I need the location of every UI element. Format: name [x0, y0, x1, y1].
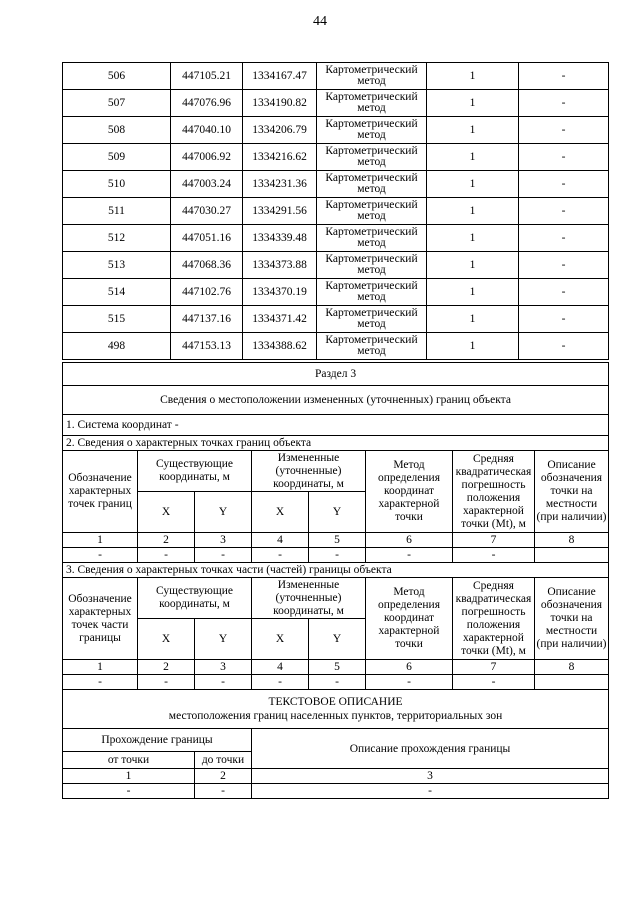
passage-num: 1 — [63, 769, 195, 784]
cell-desc: - — [519, 144, 609, 171]
text-description-subtitle: местоположения границ населенных пунктов, территориальных зон — [168, 710, 503, 722]
cell-point: 509 — [63, 144, 171, 171]
text-description-heading — [63, 690, 609, 729]
text-description-title: ТЕКСТОВОЕ ОПИСАНИЕ — [268, 696, 403, 708]
cell-method: Картометрический метод — [317, 306, 427, 333]
part3-title: 3. Сведения о характерных точках части (частей) границы объекта — [63, 563, 609, 578]
cell-method: Картометрический метод — [317, 279, 427, 306]
cell-y: 1334291.56 — [243, 198, 317, 225]
to-point-header: до точки — [195, 752, 252, 769]
cell-x: 447030.27 — [171, 198, 243, 225]
table-row — [63, 279, 609, 306]
col-num: 8 — [535, 660, 609, 675]
cell-accuracy: 1 — [427, 333, 519, 360]
header-accuracy: Средняя квадратическая погрешность положения характерной точки (Mt), м — [453, 578, 535, 660]
section3-table — [62, 362, 609, 799]
passage-dash: - — [63, 784, 195, 799]
dash-cell: - — [309, 675, 366, 690]
dash-cell: - — [453, 675, 535, 690]
cell-method: Картометрический метод — [317, 252, 427, 279]
cell-y: 1334388.62 — [243, 333, 317, 360]
table-row — [63, 144, 609, 171]
passage-num: 3 — [252, 769, 609, 784]
cell-desc: - — [519, 171, 609, 198]
part2-title: 2. Сведения о характерных точках границ объекта — [63, 436, 609, 451]
cell-y: 1334167.47 — [243, 63, 317, 90]
cell-accuracy: 1 — [427, 225, 519, 252]
cell-x: 447102.76 — [171, 279, 243, 306]
col-num: 3 — [195, 533, 252, 548]
page-number: 44 — [313, 14, 327, 29]
coordinates-table — [62, 62, 609, 360]
cell-y: 1334373.88 — [243, 252, 317, 279]
cell-accuracy: 1 — [427, 90, 519, 117]
passage-dash: - — [252, 784, 609, 799]
cell-accuracy: 1 — [427, 279, 519, 306]
header-designation: Обозначение характерных точек части границы — [63, 578, 138, 660]
cell-method: Картометрический метод — [317, 90, 427, 117]
dash-cell: - — [252, 675, 309, 690]
cell-point: 506 — [63, 63, 171, 90]
table-row — [63, 333, 609, 360]
cell-point: 510 — [63, 171, 171, 198]
cell-x: 447153.13 — [171, 333, 243, 360]
cell-accuracy: 1 — [427, 252, 519, 279]
cell-method: Картометрический метод — [317, 144, 427, 171]
header-x: X — [252, 619, 309, 660]
col-num: 1 — [63, 660, 138, 675]
cell-x: 447006.92 — [171, 144, 243, 171]
cell-desc: - — [519, 117, 609, 144]
passage-num: 2 — [195, 769, 252, 784]
cell-y: 1334206.79 — [243, 117, 317, 144]
dash-cell: - — [195, 675, 252, 690]
cell-method: Картометрический метод — [317, 198, 427, 225]
table-row — [63, 306, 609, 333]
cell-desc: - — [519, 279, 609, 306]
dash-cell — [535, 675, 609, 690]
header-changed: Измененные (уточненные) координаты, м — [252, 451, 366, 492]
header-method: Метод определения координат характерной точки — [366, 578, 453, 660]
cell-desc: - — [519, 63, 609, 90]
cell-y: 1334231.36 — [243, 171, 317, 198]
col-num: 4 — [252, 533, 309, 548]
cell-accuracy: 1 — [427, 198, 519, 225]
col-num: 4 — [252, 660, 309, 675]
cell-desc: - — [519, 252, 609, 279]
cell-x: 447040.10 — [171, 117, 243, 144]
header-y: Y — [195, 492, 252, 533]
coord-system: 1. Система координат - — [63, 415, 609, 436]
cell-method: Картометрический метод — [317, 171, 427, 198]
dash-cell: - — [63, 548, 138, 563]
table-row — [63, 252, 609, 279]
cell-method: Картометрический метод — [317, 117, 427, 144]
table-row — [63, 171, 609, 198]
cell-y: 1334339.48 — [243, 225, 317, 252]
cell-y: 1334370.19 — [243, 279, 317, 306]
header-y: Y — [195, 619, 252, 660]
header-y: Y — [309, 619, 366, 660]
header-x: X — [138, 492, 195, 533]
section-title: Раздел 3 — [63, 363, 609, 386]
col-num: 8 — [535, 533, 609, 548]
table-row — [63, 117, 609, 144]
cell-desc: - — [519, 198, 609, 225]
cell-desc: - — [519, 306, 609, 333]
cell-point: 511 — [63, 198, 171, 225]
col-num: 2 — [138, 533, 195, 548]
dash-cell: - — [252, 548, 309, 563]
dash-cell: - — [453, 548, 535, 563]
col-num: 2 — [138, 660, 195, 675]
col-num: 7 — [453, 660, 535, 675]
header-method: Метод определения координат характерной точки — [366, 451, 453, 533]
header-existing: Существующие координаты, м — [138, 451, 252, 492]
table-row — [63, 90, 609, 117]
header-description: Описание обозначения точки на местности (при наличии) — [535, 451, 609, 533]
cell-accuracy: 1 — [427, 117, 519, 144]
cell-method: Картометрический метод — [317, 333, 427, 360]
col-num: 5 — [309, 660, 366, 675]
col-num: 1 — [63, 533, 138, 548]
dash-cell: - — [138, 548, 195, 563]
cell-accuracy: 1 — [427, 171, 519, 198]
header-accuracy: Средняя квадратическая погрешность положения характерной точки (Mt), м — [453, 451, 535, 533]
dash-cell: - — [366, 675, 453, 690]
cell-y: 1334190.82 — [243, 90, 317, 117]
cell-y: 1334371.42 — [243, 306, 317, 333]
passage-dash: - — [195, 784, 252, 799]
table-row — [63, 198, 609, 225]
cell-point: 513 — [63, 252, 171, 279]
header-existing: Существующие координаты, м — [138, 578, 252, 619]
cell-method: Картометрический метод — [317, 225, 427, 252]
table-row — [63, 225, 609, 252]
cell-x: 447105.21 — [171, 63, 243, 90]
cell-point: 515 — [63, 306, 171, 333]
dash-cell: - — [195, 548, 252, 563]
cell-desc: - — [519, 225, 609, 252]
section-subtitle: Сведения о местоположении измененных (уточненных) границ объекта — [63, 386, 609, 415]
cell-accuracy: 1 — [427, 144, 519, 171]
cell-point: 512 — [63, 225, 171, 252]
cell-x: 447003.24 — [171, 171, 243, 198]
cell-point: 498 — [63, 333, 171, 360]
cell-method: Картометрический метод — [317, 63, 427, 90]
cell-x: 447051.16 — [171, 225, 243, 252]
dash-cell: - — [63, 675, 138, 690]
dash-cell: - — [309, 548, 366, 563]
header-designation: Обозначение характерных точек границ — [63, 451, 138, 533]
col-num: 3 — [195, 660, 252, 675]
table-row — [63, 63, 609, 90]
cell-point: 508 — [63, 117, 171, 144]
header-description: Описание обозначения точки на местности (при наличии) — [535, 578, 609, 660]
dash-cell: - — [138, 675, 195, 690]
cell-desc: - — [519, 333, 609, 360]
header-changed: Измененные (уточненные) координаты, м — [252, 578, 366, 619]
cell-x: 447068.36 — [171, 252, 243, 279]
cell-accuracy: 1 — [427, 306, 519, 333]
cell-point: 514 — [63, 279, 171, 306]
col-num: 5 — [309, 533, 366, 548]
header-x: X — [252, 492, 309, 533]
from-point-header: от точки — [63, 752, 195, 769]
col-num: 6 — [366, 533, 453, 548]
dash-cell — [535, 548, 609, 563]
col-num: 6 — [366, 660, 453, 675]
passage-header: Прохождение границы — [63, 729, 252, 752]
cell-desc: - — [519, 90, 609, 117]
header-y: Y — [309, 492, 366, 533]
cell-point: 507 — [63, 90, 171, 117]
dash-cell: - — [366, 548, 453, 563]
header-x: X — [138, 619, 195, 660]
cell-x: 447137.16 — [171, 306, 243, 333]
cell-y: 1334216.62 — [243, 144, 317, 171]
cell-accuracy: 1 — [427, 63, 519, 90]
passage-description-header: Описание прохождения границы — [252, 729, 609, 769]
cell-x: 447076.96 — [171, 90, 243, 117]
col-num: 7 — [453, 533, 535, 548]
